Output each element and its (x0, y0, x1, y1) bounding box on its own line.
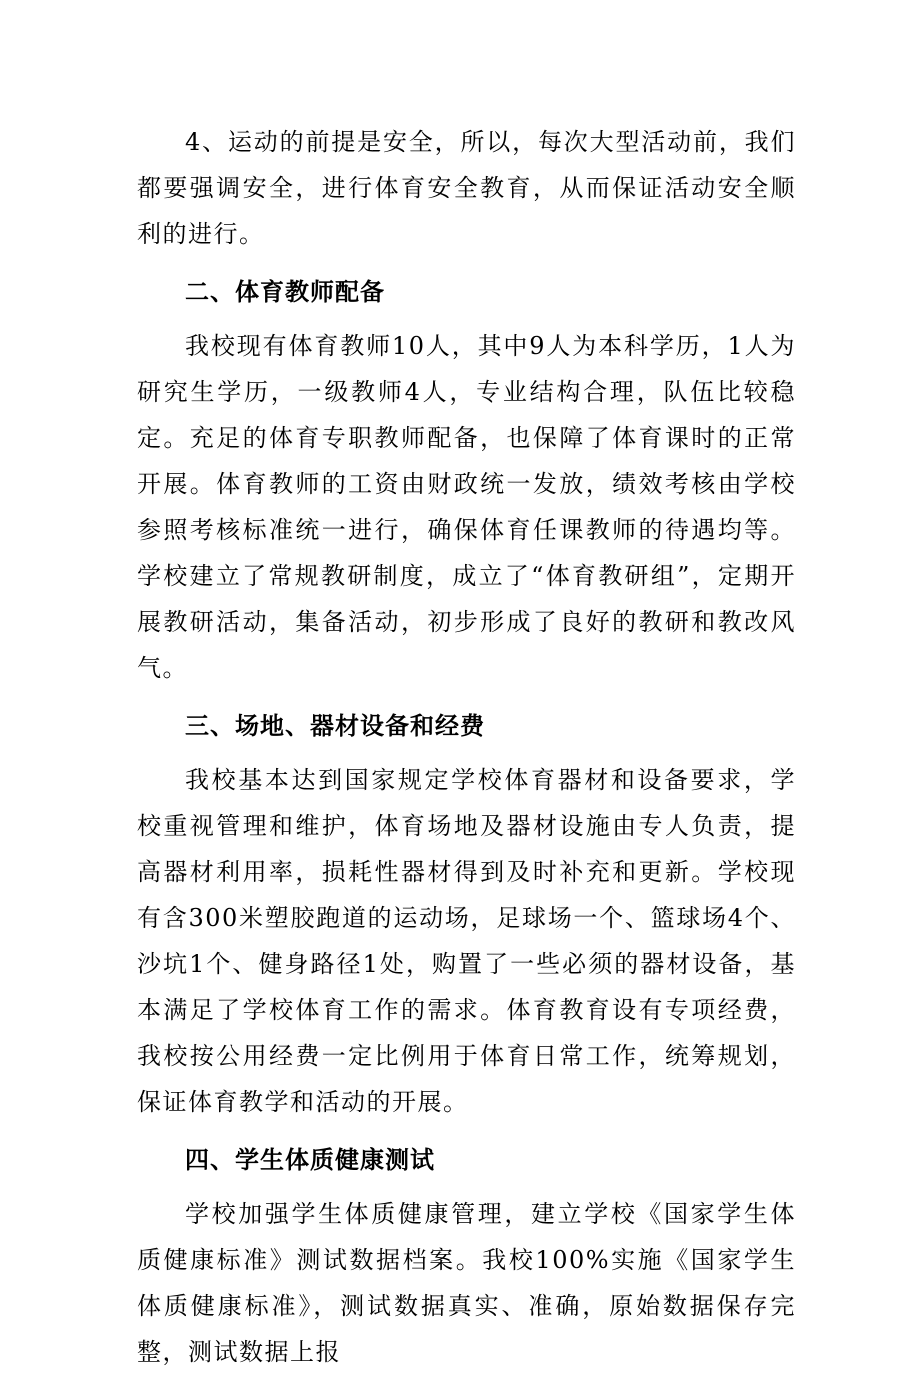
paragraph-facilities: 我校基本达到国家规定学校体育器材和设备要求，学校重视管理和维护，体育场地及器材设施由专人负责，提高器材利用率，损耗性器材得到及时补充和更新。学校现有含300米塑胶跑道的运动场，足球场一个、篮球场4个、沙坑1个、健身路径1处，购置了一些必须的器材设备，基本满足了学校体育工作的需求。体育教育设有专项经费，我校按公用经费一定比例用于体育日常工作，统筹规划，保证体育教学和活动的开展。 (137, 766, 796, 1116)
section-heading-fitness-test: 四、学生体质健康测试 (185, 1146, 435, 1174)
paragraph-fitness-test: 学校加强学生体质健康管理，建立学校《国家学生体质健康标准》测试数据档案。我校100%实施《国家学生体质健康标准》，测试数据真实、准确，原始数据保存完整，测试数据上报 (137, 1200, 796, 1366)
section-heading-facilities: 三、场地、器材设备和经费 (185, 712, 485, 740)
paragraph-teachers: 我校现有体育教师10人，其中9人为本科学历，1人为研究生学历，一级教师4人，专业结构合理，队伍比较稳定。充足的体育专职教师配备，也保障了体育课时的正常开展。体育教师的工资由财政统一发放，绩效考核由学校参照考核标准统一进行，确保体育任课教师的待遇均等。学校建立了常规教研制度，成立了“体育教研组”，定期开展教研活动，集备活动，初步形成了良好的教研和教改风气。 (137, 332, 796, 682)
paragraph-safety: 4、运动的前提是安全，所以，每次大型活动前，我们都要强调安全，进行体育安全教育，从而保证活动安全顺利的进行。 (137, 128, 796, 248)
section-heading-teachers: 二、体育教师配备 (185, 278, 385, 306)
